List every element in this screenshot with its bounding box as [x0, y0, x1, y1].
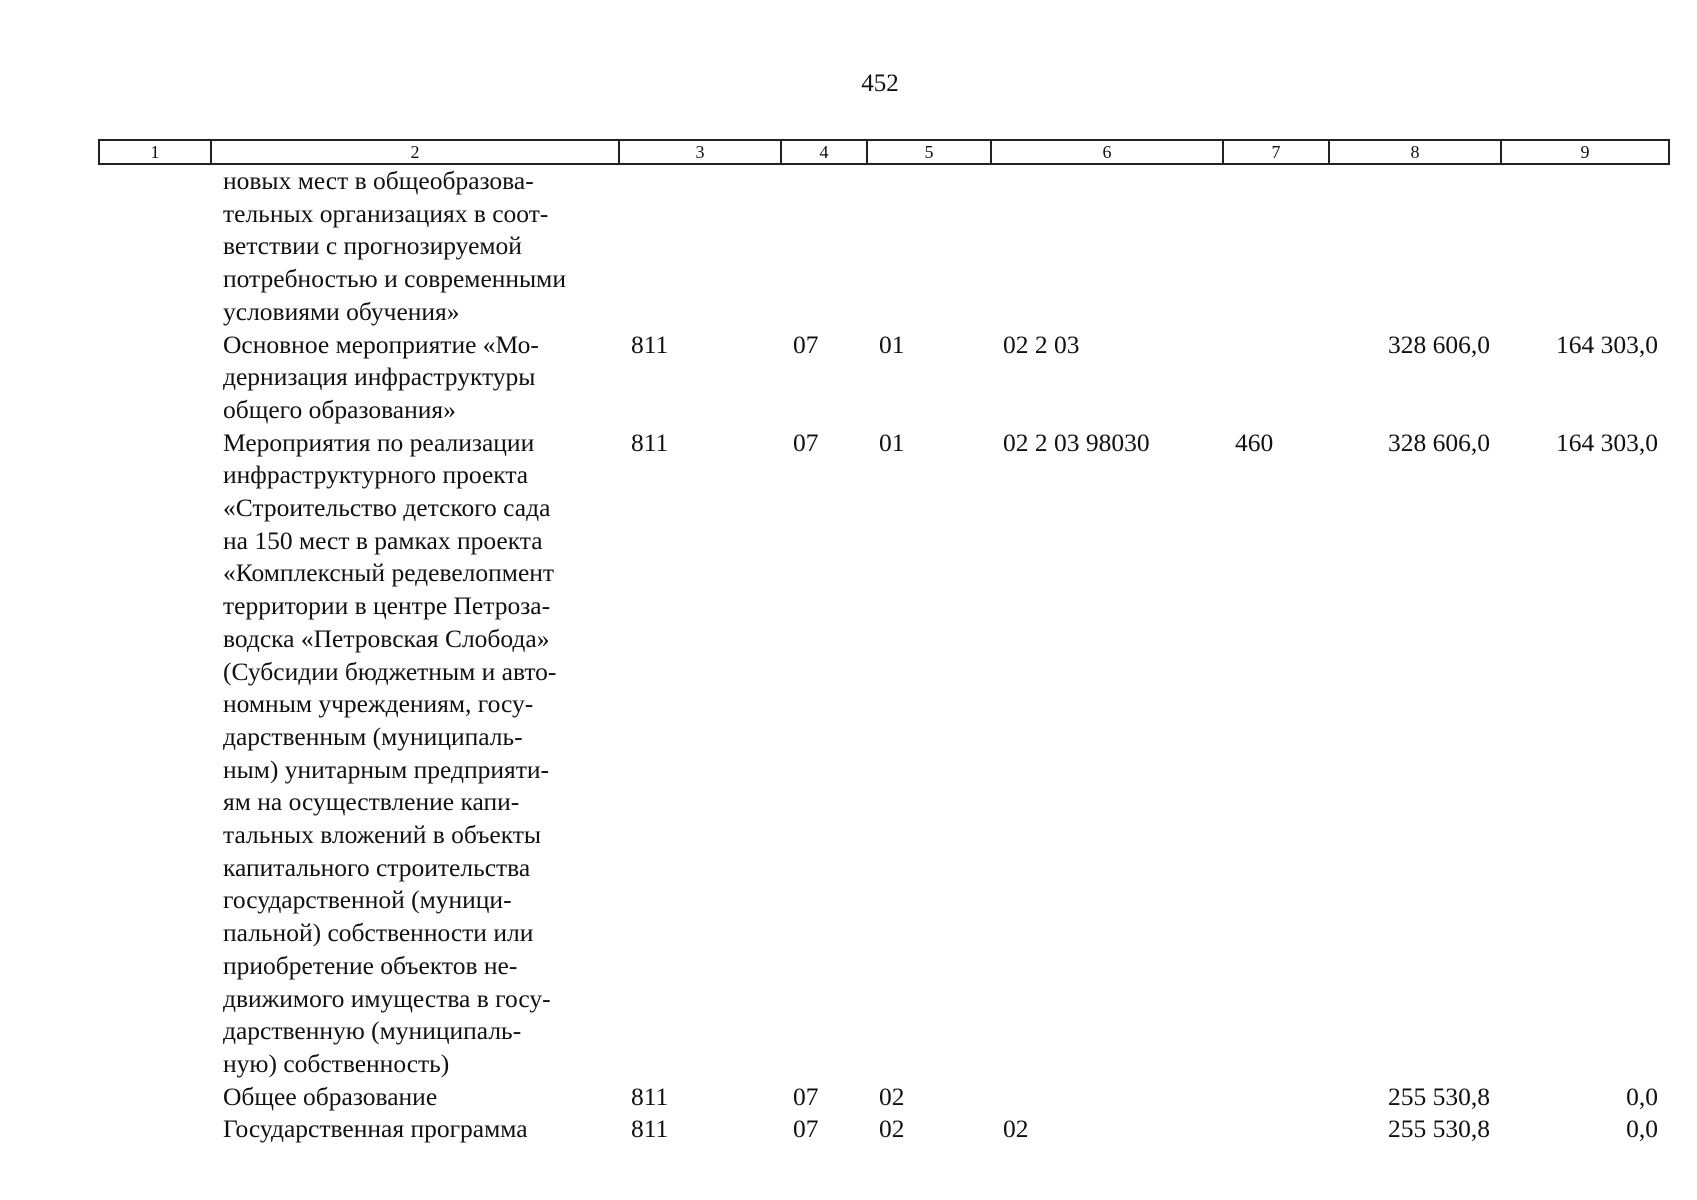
column-header-8: 8 — [1329, 140, 1501, 164]
row-cell-col9: 0,0 — [1626, 1114, 1658, 1144]
row-cell-col9 — [1501, 164, 1669, 329]
row-cell-col8: 328 606,0 — [1388, 427, 1490, 457]
row-name-line: Мероприятия по реализации — [223, 427, 535, 457]
row-cell-col3: 811 — [631, 329, 669, 359]
row-cell-col6: 02 2 03 98030 — [1003, 427, 1150, 457]
row-name-cell — [211, 427, 619, 1081]
table-row — [99, 1113, 1669, 1146]
row-cell-col7 — [1223, 164, 1329, 329]
row-name-line: водска «Петровская Слобода» — [223, 623, 550, 653]
row-name-line: ную) собственность) — [223, 1048, 450, 1078]
row-cell-col7: 460 — [1235, 427, 1274, 457]
column-header-9: 9 — [1501, 140, 1669, 164]
row-cell-col5 — [867, 164, 991, 329]
row-name-line: ветствии с прогнозируемой — [223, 231, 522, 261]
row-name-line: государственной (муници- — [223, 885, 512, 915]
row-name-line: номным учреждениям, госу- — [223, 689, 534, 719]
column-header-6: 6 — [991, 140, 1223, 164]
row-cell-col3 — [619, 164, 781, 329]
row-cell-col5: 02 — [879, 1114, 905, 1144]
row-cell-col4: 07 — [793, 329, 819, 359]
row-name-line: дарственную (муниципаль- — [223, 1016, 522, 1046]
row-name-cell — [211, 1081, 619, 1114]
row-name-line: приобретение объектов не- — [223, 950, 518, 980]
row-name-cell — [211, 164, 619, 329]
row-cell-col7 — [1223, 329, 1329, 427]
row-name-line: «Комплексный редевелопмент — [223, 558, 555, 588]
row-name-line: тельных организациях в соот- — [223, 198, 549, 228]
row-name-line: тальных вложений в объекты — [223, 820, 542, 850]
row-name-line: на 150 мест в рамках проекта — [223, 525, 543, 555]
row-cell-col3: 811 — [631, 1114, 669, 1144]
row-name-line: пальной) собственности или — [223, 918, 534, 948]
budget-table-wrapper — [98, 139, 1668, 1146]
column-header-1: 1 — [99, 140, 211, 164]
table-body — [99, 164, 1669, 1146]
row-cell-col8: 255 530,8 — [1388, 1114, 1490, 1144]
table-row — [99, 164, 1669, 329]
column-header-2: 2 — [211, 140, 619, 164]
row-cell-col4: 07 — [793, 1081, 819, 1111]
row-cell-col4: 07 — [793, 427, 819, 457]
row-name-line: ным) унитарным предприяти- — [223, 754, 550, 784]
row-cell-col4 — [781, 164, 867, 329]
row-name-line: Общее образование — [223, 1081, 438, 1111]
row-name-line: «Строительство детского сада — [223, 493, 551, 523]
row-cell-col9: 0,0 — [1626, 1081, 1658, 1111]
row-name-line: потребностью и современными — [223, 264, 566, 294]
row-cell-col5: 01 — [879, 329, 905, 359]
column-header-4: 4 — [781, 140, 867, 164]
table-row — [99, 427, 1669, 1081]
row-name-cell — [211, 1113, 619, 1146]
row-name-line: новых мест в общеобразова- — [223, 166, 534, 195]
row-name-line: дарственным (муниципаль- — [223, 721, 523, 751]
row-name-line: Основное мероприятие «Мо- — [223, 329, 539, 359]
row-name-line: ям на осуществление капи- — [223, 787, 520, 817]
row-cell-col8: 328 606,0 — [1388, 329, 1490, 359]
row-cell-col1 — [99, 1113, 211, 1146]
column-header-5: 5 — [867, 140, 991, 164]
row-cell-col9: 164 303,0 — [1556, 329, 1658, 359]
row-name-line: Государственная программа — [223, 1114, 528, 1144]
column-header-7: 7 — [1223, 140, 1329, 164]
row-cell-col8: 255 530,8 — [1388, 1081, 1490, 1111]
row-cell-col6: 02 — [1003, 1114, 1029, 1144]
row-name-line: территории в центре Петроза- — [223, 591, 551, 621]
row-name-line: общего образования» — [223, 394, 456, 424]
row-name-line: (Субсидии бюджетным и авто- — [223, 656, 557, 686]
row-cell-col7 — [1223, 1113, 1329, 1146]
row-cell-col3: 811 — [631, 427, 669, 457]
budget-table — [98, 139, 1670, 1146]
table-row — [99, 1081, 1669, 1114]
row-cell-col1 — [99, 164, 211, 329]
table-header — [99, 140, 1669, 164]
row-cell-col1 — [99, 427, 211, 1081]
column-header-3: 3 — [619, 140, 781, 164]
table-row — [99, 329, 1669, 427]
row-name-line: условиями обучения» — [223, 296, 460, 326]
row-cell-col3: 811 — [631, 1081, 669, 1111]
row-cell-col8 — [1329, 164, 1501, 329]
row-cell-col9: 164 303,0 — [1556, 427, 1658, 457]
row-cell-col4: 07 — [793, 1114, 819, 1144]
row-cell-col7 — [1223, 1081, 1329, 1114]
row-cell-col6: 02 2 03 — [1003, 329, 1080, 359]
row-name-line: движимого имущества в госу- — [223, 983, 551, 1013]
row-name-line: дернизация инфраструктуры — [223, 362, 536, 392]
row-cell-col1 — [99, 329, 211, 427]
page-number: 452 — [861, 70, 899, 97]
row-cell-col5: 02 — [879, 1081, 905, 1111]
row-name-cell — [211, 329, 619, 427]
header-row — [99, 140, 1669, 164]
row-cell-col6 — [991, 164, 1223, 329]
row-name-line: капитального строительства — [223, 852, 531, 882]
row-cell-col6 — [991, 1081, 1223, 1114]
row-name-line: инфраструктурного проекта — [223, 460, 529, 490]
row-cell-col1 — [99, 1081, 211, 1114]
row-cell-col5: 01 — [879, 427, 905, 457]
